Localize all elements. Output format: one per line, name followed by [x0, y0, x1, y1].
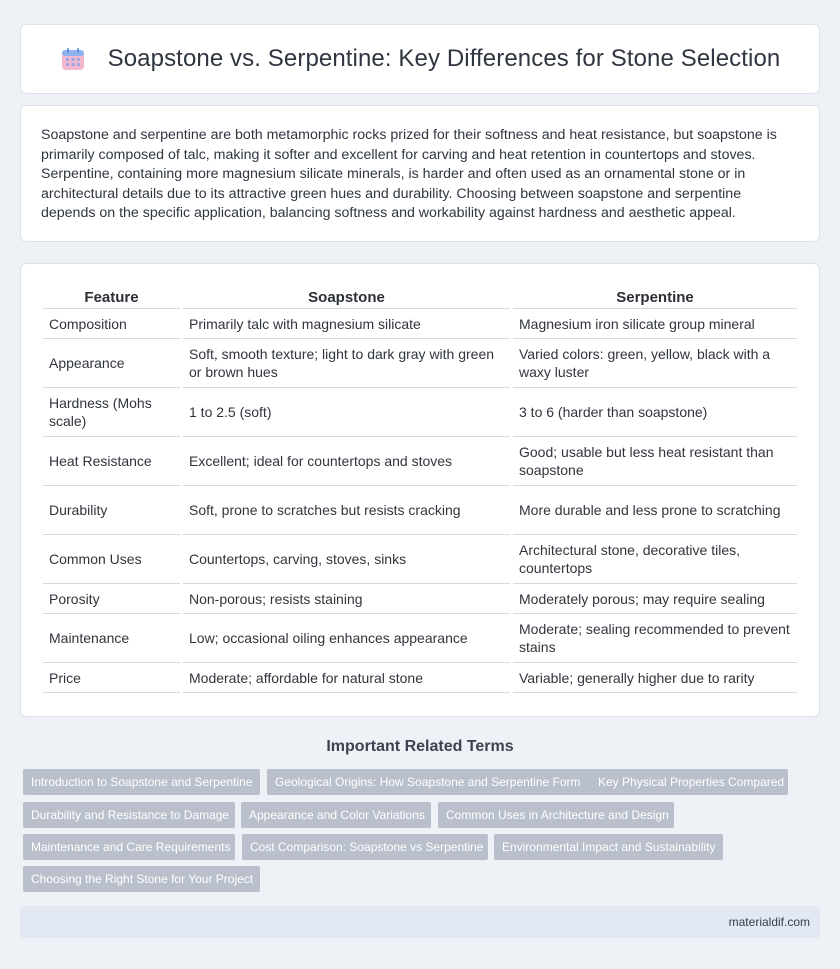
feature-cell: Price	[43, 663, 180, 693]
table-row	[43, 584, 797, 614]
serpentine-cell: Variable; generally higher due to rarity	[513, 663, 797, 693]
feature-cell: Appearance	[43, 339, 180, 388]
serpentine-cell: Magnesium iron silicate group mineral	[513, 309, 797, 339]
footer	[20, 906, 820, 938]
term-chip[interactable]: Common Uses in Architecture and Design	[438, 802, 674, 828]
term-chip[interactable]: Environmental Impact and Sustainability	[494, 834, 723, 860]
feature-cell: Composition	[43, 309, 180, 339]
table-row	[43, 339, 797, 388]
page-title: Soapstone vs. Serpentine: Key Differences for Stone Selection	[107, 45, 781, 72]
header-card	[20, 24, 820, 94]
serpentine-cell: 3 to 6 (harder than soapstone)	[513, 388, 797, 437]
column-header-serpentine: Serpentine	[513, 283, 797, 309]
column-header-feature: Feature	[43, 283, 180, 309]
term-chip[interactable]: Cost Comparison: Soapstone vs Serpentine	[242, 834, 488, 860]
table-row	[43, 388, 797, 437]
soapstone-cell: Soft, prone to scratches but resists cracking	[183, 486, 510, 535]
table-row	[43, 437, 797, 486]
feature-cell: Hardness (Mohs scale)	[43, 388, 180, 437]
term-chip[interactable]: Durability and Resistance to Damage	[23, 802, 235, 828]
table-row	[43, 486, 797, 535]
feature-cell: Maintenance	[43, 614, 180, 663]
table-row	[43, 309, 797, 339]
term-chip[interactable]: Key Physical Properties Compared	[590, 769, 788, 795]
soapstone-cell: Soft, smooth texture; light to dark gray with green or brown hues	[183, 339, 510, 388]
term-chip[interactable]: Introduction to Soapstone and Serpentine	[23, 769, 260, 795]
table-row	[43, 663, 797, 693]
serpentine-cell: Varied colors: green, yellow, black with a waxy luster	[513, 339, 797, 388]
feature-cell: Porosity	[43, 584, 180, 614]
footer-site-label[interactable]: materialdif.com	[728, 915, 810, 929]
table-row	[43, 614, 797, 663]
term-chip[interactable]: Choosing the Right Stone for Your Project	[23, 866, 260, 892]
soapstone-cell: Excellent; ideal for countertops and stoves	[183, 437, 510, 486]
feature-cell: Heat Resistance	[43, 437, 180, 486]
serpentine-cell: Moderate; sealing recommended to prevent stains	[513, 614, 797, 663]
table-row	[43, 535, 797, 584]
term-chip[interactable]: Appearance and Color Variations	[241, 802, 431, 828]
intro-text: Soapstone and serpentine are both metamorphic rocks prized for their softness and heat resistance, but soapstone is primarily composed of talc, making it softer and excellent for carving and heat retention in countertops and stoves. Serpentine, containing more magnesium silicate minerals, is harder and often used as an ornamental stone or in architectural details due to its attractive green hues and durability. Choosing between soapstone and serpentine depends on the specific application, balancing softness and workability against hardness and aesthetic appeal.	[41, 127, 777, 221]
calendar-grid-icon	[60, 46, 86, 72]
soapstone-cell: Low; occasional oiling enhances appearance	[183, 614, 510, 663]
serpentine-cell: Architectural stone, decorative tiles, countertops	[513, 535, 797, 584]
table-header-row	[43, 283, 797, 309]
header	[60, 45, 781, 73]
term-chip[interactable]: Maintenance and Care Requirements	[23, 834, 235, 860]
soapstone-cell: 1 to 2.5 (soft)	[183, 388, 510, 437]
comparison-table-card	[20, 263, 820, 717]
serpentine-cell: More durable and less prone to scratching	[513, 486, 797, 535]
intro-card	[20, 105, 820, 242]
column-header-soapstone: Soapstone	[183, 283, 510, 309]
feature-cell: Durability	[43, 486, 180, 535]
soapstone-cell: Moderate; affordable for natural stone	[183, 663, 510, 693]
comparison-table	[40, 283, 800, 693]
term-chip[interactable]: Geological Origins: How Soapstone and Serpentine Form	[267, 769, 605, 795]
soapstone-cell: Non-porous; resists staining	[183, 584, 510, 614]
serpentine-cell: Moderately porous; may require sealing	[513, 584, 797, 614]
soapstone-cell: Countertops, carving, stoves, sinks	[183, 535, 510, 584]
feature-cell: Common Uses	[43, 535, 180, 584]
serpentine-cell: Good; usable but less heat resistant than soapstone	[513, 437, 797, 486]
related-terms-title: Important Related Terms	[326, 738, 514, 755]
soapstone-cell: Primarily talc with magnesium silicate	[183, 309, 510, 339]
